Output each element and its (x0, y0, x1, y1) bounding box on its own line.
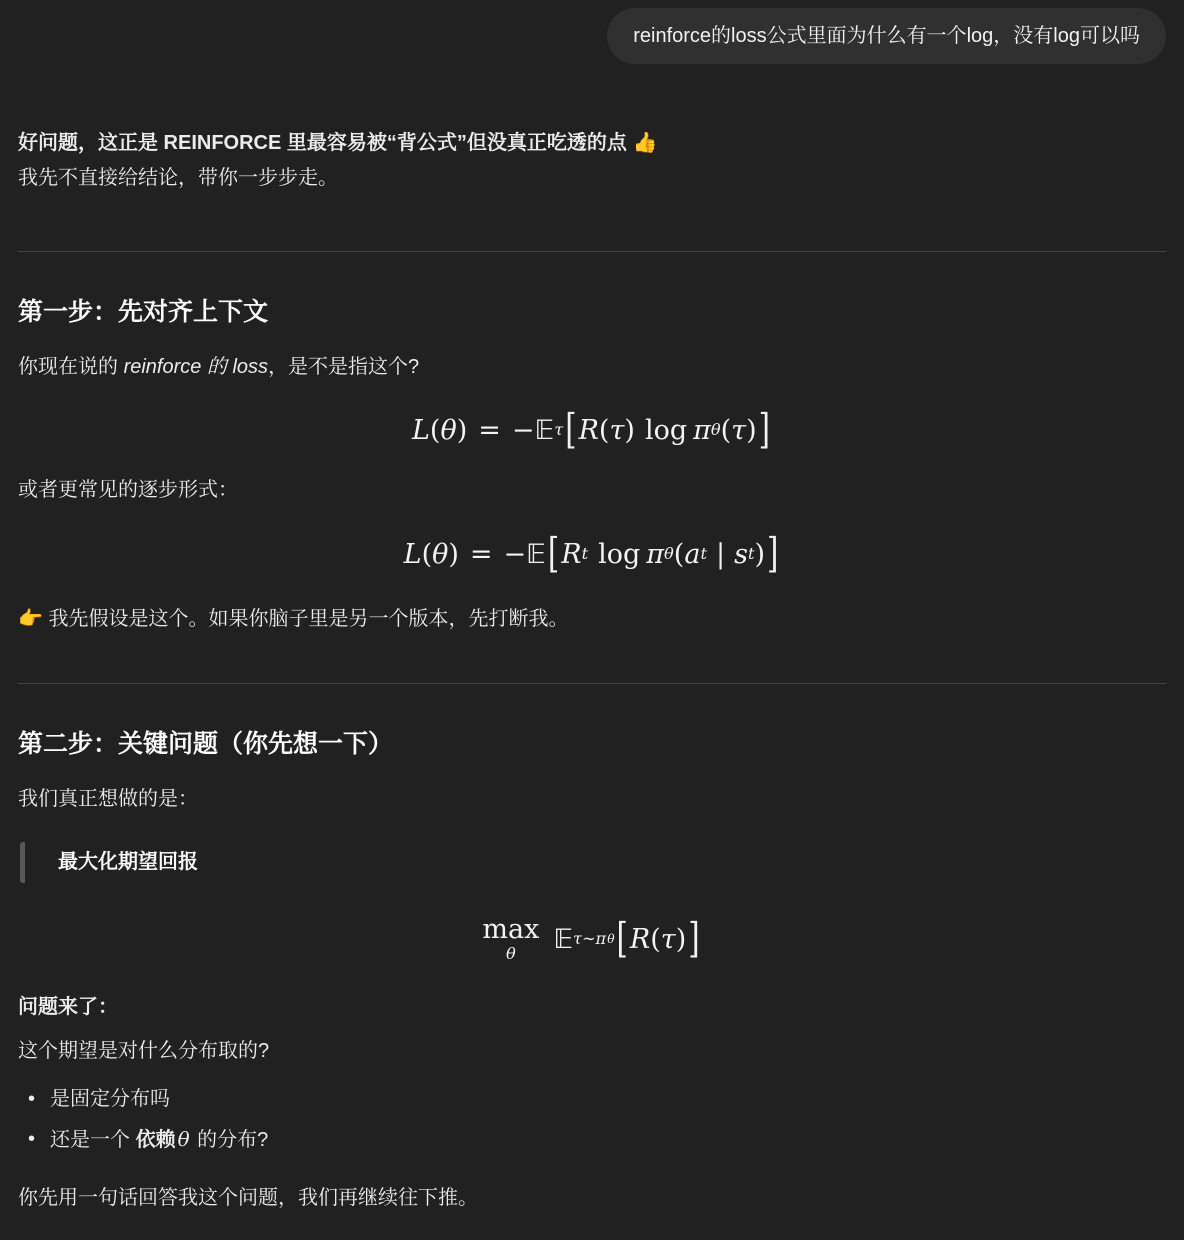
question-bullet-list (18, 1082, 1166, 1158)
section2-paragraph1: 我们真正想做的是： (18, 788, 198, 810)
bullet2-suffix: 的分布? (191, 1129, 269, 1151)
section1-paragraph3-text: 我先假设是这个。如果你脑子里是另一个版本，先打断我。 (42, 608, 569, 630)
formula-reinforce-loss-stepwise: L ( θ ) = − 𝔼 [ R t log π θ ( a t | s t ) ] (403, 529, 779, 577)
section1-paragraph1 (18, 350, 1166, 385)
section2-heading: 第二步：关键问题（你先想一下） (18, 730, 394, 758)
bullet2-bold: 依赖 (135, 1129, 176, 1151)
user-message-text: reinforce的loss公式里面为什么有一个log，没有log可以吗 (633, 25, 1140, 47)
thumbs-up-emoji: 👍 (632, 132, 658, 154)
intro-line1: 好问题，这正是 REINFORCE 里最容易被“背公式”但没真正吃透的点 (18, 132, 633, 154)
chat-conversation (0, 8, 1184, 1216)
section1-paragraph1-suffix: ，是不是指这个? (268, 356, 420, 378)
section1-paragraph2: 或者更常见的逐步形式： (18, 479, 238, 501)
section1-heading: 第一步：先对齐上下文 (18, 298, 269, 326)
blockquote-text: 最大化期望回报 (58, 851, 198, 873)
bullet2-prefix: 还是一个 (50, 1129, 136, 1151)
blockquote-maximize-expected-return (20, 842, 1166, 883)
user-message-row (18, 8, 1166, 64)
section2-paragraph4: 你先用一句话回答我这个问题，我们再继续往下推。 (18, 1187, 478, 1209)
bullet1-text: 是固定分布吗 (50, 1088, 170, 1110)
formula-max-expected-return: max θ 𝔼 τ∼π θ [ R ( τ ) ] (482, 913, 700, 963)
formula-reinforce-loss-trajectory: L ( θ ) = − 𝔼 τ [ R ( τ ) log π θ ( τ ) ] (411, 405, 771, 453)
theta-inline-math: θ (177, 1127, 190, 1151)
section1-paragraph3 (18, 602, 1166, 637)
section1-paragraph1-italic: reinforce 的 loss (123, 356, 269, 378)
intro-paragraph (18, 126, 1166, 196)
user-message-bubble (607, 8, 1166, 64)
section-divider (18, 251, 1166, 252)
assistant-message (18, 126, 1166, 1216)
section2-paragraph3: 这个期望是对什么分布取的? (18, 1040, 270, 1062)
section2-paragraph2: 问题来了： (18, 996, 118, 1018)
pointing-right-emoji: 👉 (18, 608, 43, 630)
list-item (18, 1122, 1166, 1158)
section1-paragraph1-prefix: 你现在说的 (18, 356, 124, 378)
intro-line2: 我先不直接给结论，带你一步步走。 (18, 167, 338, 189)
section-divider (18, 683, 1166, 684)
list-item (18, 1082, 1166, 1117)
